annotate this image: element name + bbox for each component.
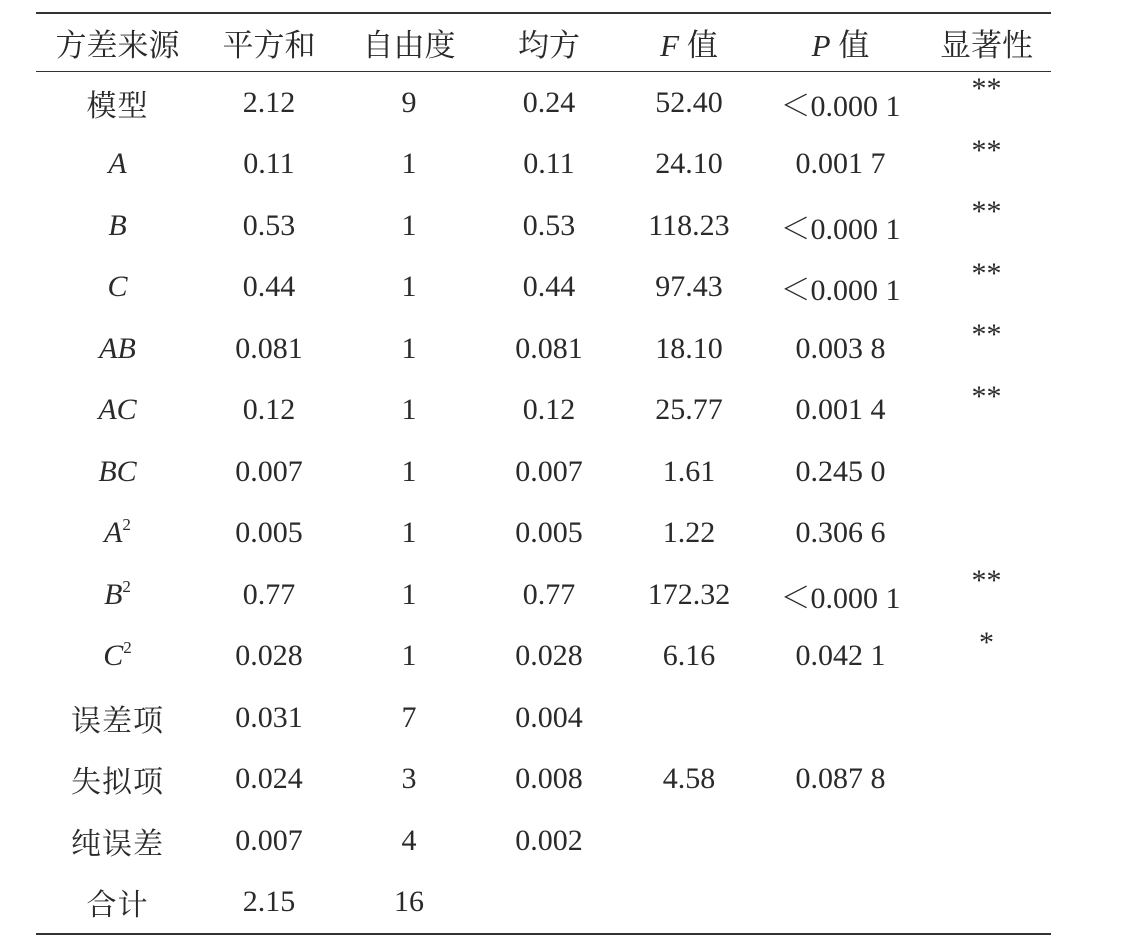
cell-p-value <box>759 810 922 872</box>
cell-sum-of-squares: 0.028 <box>235 639 303 673</box>
cell-sum-of-squares: 0.081 <box>235 331 303 365</box>
header-sum-of-squares: 平方和 <box>222 28 316 63</box>
table-row <box>36 441 1051 503</box>
source-superscript: 2 <box>122 515 131 535</box>
cell-significance <box>922 687 1051 749</box>
header-significance: 显著性 <box>940 28 1033 63</box>
cell-source <box>36 257 199 319</box>
cell-source <box>36 380 199 442</box>
source-label: 失拟项 <box>71 766 164 800</box>
cell-mean-square: 0.005 <box>515 516 583 550</box>
cell-degrees-of-freedom: 1 <box>401 639 417 673</box>
cell-significance <box>922 749 1051 811</box>
cell-sum-of-squares: 0.007 <box>235 454 303 488</box>
cell-mean-square <box>479 872 619 935</box>
header-f-suffix: 值 <box>679 28 718 63</box>
cell-sum-of-squares: 0.031 <box>235 700 303 734</box>
table-row <box>36 749 1051 811</box>
cell-f-value: 25.77 <box>655 393 723 427</box>
cell-significance <box>922 810 1051 872</box>
cell-sum-of-squares: 0.007 <box>235 823 303 857</box>
source-superscript: 2 <box>123 638 132 658</box>
cell-source <box>36 810 199 872</box>
source-superscript: 2 <box>122 576 131 596</box>
cell-p-value <box>759 687 922 749</box>
cell-degrees-of-freedom: 1 <box>401 208 417 242</box>
cell-significance: * <box>979 625 994 659</box>
cell-source <box>36 195 199 257</box>
cell-f-value: 24.10 <box>655 147 723 181</box>
source-label: 误差项 <box>71 704 164 738</box>
cell-mean-square: 0.24 <box>522 85 576 119</box>
cell-p-value: 0.087 8 <box>795 762 886 796</box>
cell-sum-of-squares: 0.44 <box>242 270 296 304</box>
cell-p-value: 0.001 4 <box>795 393 886 427</box>
cell-f-value <box>619 810 759 872</box>
table-body <box>36 72 1051 935</box>
cell-mean-square: 0.44 <box>522 270 576 304</box>
cell-degrees-of-freedom: 1 <box>401 393 417 427</box>
header-f-value <box>619 13 759 72</box>
anova-table <box>36 12 1051 935</box>
cell-degrees-of-freedom: 1 <box>401 577 417 611</box>
table-row <box>36 134 1051 196</box>
cell-f-value: 52.40 <box>655 85 723 119</box>
cell-sum-of-squares: 0.11 <box>243 147 295 181</box>
cell-degrees-of-freedom: 3 <box>401 762 417 796</box>
cell-f-value: 97.43 <box>655 270 723 304</box>
table-row <box>36 687 1051 749</box>
cell-f-value: 1.22 <box>662 516 716 550</box>
header-row <box>36 13 1051 72</box>
cell-degrees-of-freedom: 1 <box>401 454 417 488</box>
cell-significance: ** <box>971 72 1002 105</box>
table-row <box>36 380 1051 442</box>
cell-significance: ** <box>971 256 1002 290</box>
header-p-value <box>759 13 922 72</box>
cell-mean-square: 0.002 <box>515 823 583 857</box>
cell-p-value: 0.003 8 <box>795 331 886 365</box>
table-row <box>36 72 1051 134</box>
cell-mean-square: 0.53 <box>522 208 576 242</box>
cell-mean-square: 0.007 <box>515 454 583 488</box>
source-label: A <box>108 147 127 181</box>
cell-degrees-of-freedom: 9 <box>401 85 417 119</box>
cell-p-value: 0.042 1 <box>795 639 886 673</box>
cell-significance <box>922 441 1051 503</box>
cell-f-value: 1.61 <box>662 454 716 488</box>
table-row <box>36 195 1051 257</box>
cell-degrees-of-freedom: 7 <box>401 700 417 734</box>
cell-source <box>36 626 199 688</box>
cell-sum-of-squares: 0.005 <box>235 516 303 550</box>
cell-f-value: 18.10 <box>655 331 723 365</box>
table-row <box>36 872 1051 935</box>
table-row <box>36 503 1051 565</box>
header-f-letter: F <box>660 28 680 63</box>
source-label: C <box>103 639 124 673</box>
source-label: AC <box>98 393 137 427</box>
cell-source <box>36 564 199 626</box>
header-mean-square: 均方 <box>518 28 580 63</box>
source-label: 模型 <box>86 89 149 123</box>
cell-mean-square: 0.081 <box>515 331 583 365</box>
cell-significance: ** <box>971 318 1002 351</box>
cell-sum-of-squares: 0.12 <box>242 393 296 427</box>
cell-p-value: ＜0.000 1 <box>780 581 901 615</box>
cell-p-value: ＜0.000 1 <box>780 212 901 246</box>
cell-significance: ** <box>971 195 1002 228</box>
cell-p-value: ＜0.000 1 <box>780 274 901 308</box>
source-label: A <box>104 516 123 550</box>
table-row <box>36 810 1051 872</box>
cell-significance <box>922 872 1051 935</box>
table-row <box>36 257 1051 319</box>
cell-source <box>36 687 199 749</box>
cell-sum-of-squares: 2.12 <box>242 85 296 119</box>
source-label: BC <box>98 454 137 488</box>
cell-significance <box>922 503 1051 565</box>
cell-mean-square: 0.11 <box>523 147 575 181</box>
header-p-letter: P <box>811 28 831 63</box>
source-label: B <box>104 577 123 611</box>
cell-f-value: 6.16 <box>662 639 716 673</box>
cell-p-value: 0.245 0 <box>795 454 886 488</box>
cell-mean-square: 0.77 <box>522 577 576 611</box>
cell-sum-of-squares: 2.15 <box>242 885 296 919</box>
table-header <box>36 13 1051 72</box>
cell-f-value <box>619 872 759 935</box>
cell-source <box>36 503 199 565</box>
cell-source <box>36 72 199 134</box>
cell-mean-square: 0.008 <box>515 762 583 796</box>
cell-source <box>36 134 199 196</box>
cell-p-value: ＜0.000 1 <box>780 89 901 123</box>
cell-significance: ** <box>971 379 1002 413</box>
table-row <box>36 626 1051 688</box>
header-source: 方差来源 <box>55 28 180 63</box>
cell-f-value: 118.23 <box>648 208 730 242</box>
cell-significance: ** <box>971 133 1002 167</box>
header-degrees-of-freedom: 自由度 <box>362 28 456 63</box>
cell-sum-of-squares: 0.53 <box>242 208 296 242</box>
source-label: 纯误差 <box>71 827 164 861</box>
cell-significance: ** <box>971 564 1002 597</box>
cell-source <box>36 872 199 935</box>
cell-degrees-of-freedom: 1 <box>401 147 417 181</box>
cell-f-value: 4.58 <box>662 762 716 796</box>
table-row <box>36 564 1051 626</box>
source-label: B <box>108 208 127 242</box>
source-label: 合计 <box>86 889 149 923</box>
source-label: C <box>107 270 128 304</box>
cell-mean-square: 0.12 <box>522 393 576 427</box>
cell-degrees-of-freedom: 16 <box>394 885 424 919</box>
cell-p-value <box>759 872 922 935</box>
cell-sum-of-squares: 0.024 <box>235 762 303 796</box>
cell-p-value: 0.306 6 <box>795 516 886 550</box>
cell-degrees-of-freedom: 4 <box>401 823 417 857</box>
header-p-suffix: 值 <box>830 28 870 63</box>
cell-source <box>36 318 199 380</box>
cell-degrees-of-freedom: 1 <box>401 270 417 304</box>
cell-sum-of-squares: 0.77 <box>242 577 296 611</box>
cell-degrees-of-freedom: 1 <box>401 331 417 365</box>
cell-f-value: 172.32 <box>647 577 731 611</box>
cell-source <box>36 441 199 503</box>
cell-degrees-of-freedom: 1 <box>401 516 417 550</box>
cell-mean-square: 0.028 <box>515 639 583 673</box>
cell-mean-square: 0.004 <box>515 700 583 734</box>
cell-source <box>36 749 199 811</box>
cell-f-value <box>619 687 759 749</box>
cell-p-value: 0.001 7 <box>795 147 886 181</box>
source-label: AB <box>99 331 136 365</box>
table-row <box>36 318 1051 380</box>
